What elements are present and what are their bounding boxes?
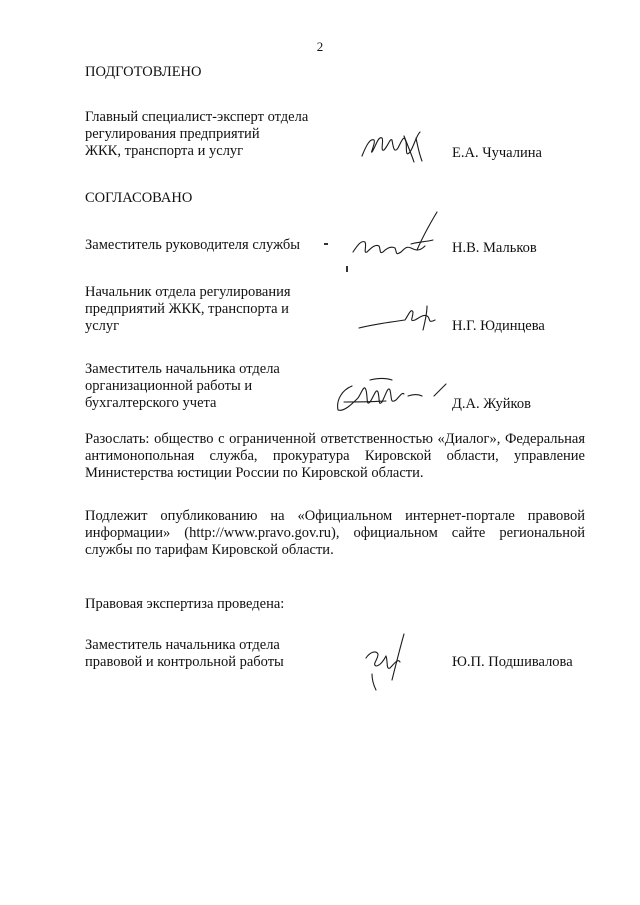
zhuikov-signature (330, 372, 450, 418)
agreed-heading: СОГЛАСОВАНО (85, 190, 193, 206)
prepared-heading: ПОДГОТОВЛЕНО (85, 64, 202, 80)
pen-mark (346, 266, 348, 272)
legal-role: Заместитель начальника отдела правовой и контрольной работы (85, 637, 284, 670)
legal-name: Ю.П. Подшивалова (452, 654, 573, 670)
yudintseva-name: Н.Г. Юдинцева (452, 318, 545, 334)
podshivalova-signature (360, 628, 410, 692)
page-number: 2 (316, 39, 324, 54)
yudintseva-role: Начальник отдела регулирования предприятий ЖКК, транспорта и услуг (85, 284, 291, 334)
zhuikov-role: Заместитель начальника отдела организационной работы и бухгалтерского учета (85, 361, 280, 411)
malkov-name: Н.В. Мальков (452, 240, 537, 256)
zhuikov-name: Д.А. Жуйков (452, 396, 531, 412)
prepared-name: Е.А. Чучалина (452, 145, 542, 161)
chuchalina-signature (358, 128, 428, 164)
publication-paragraph: Подлежит опубликованию на «Официальном интернет-портале правовой информации» (http://www.pravo.gov.ru), официальном сайте региональной службы по тарифам Кировской области. (85, 508, 585, 558)
malkov-signature (345, 206, 455, 278)
pen-mark (324, 243, 328, 245)
yudintseva-signature (355, 300, 450, 334)
malkov-role: Заместитель руководителя службы (85, 237, 301, 253)
distribution-paragraph: Разослать: общество с ограниченной ответственностью «Диалог», Федеральная антимонопольная служба, прокуратура Кировской области, управление Министерства юстиции России по Кировской области. (85, 431, 585, 481)
prepared-role: Главный специалист-эксперт отдела регулирования предприятий ЖКК, транспорта и услуг (85, 109, 309, 159)
legal-heading: Правовая экспертиза проведена: (85, 596, 285, 612)
